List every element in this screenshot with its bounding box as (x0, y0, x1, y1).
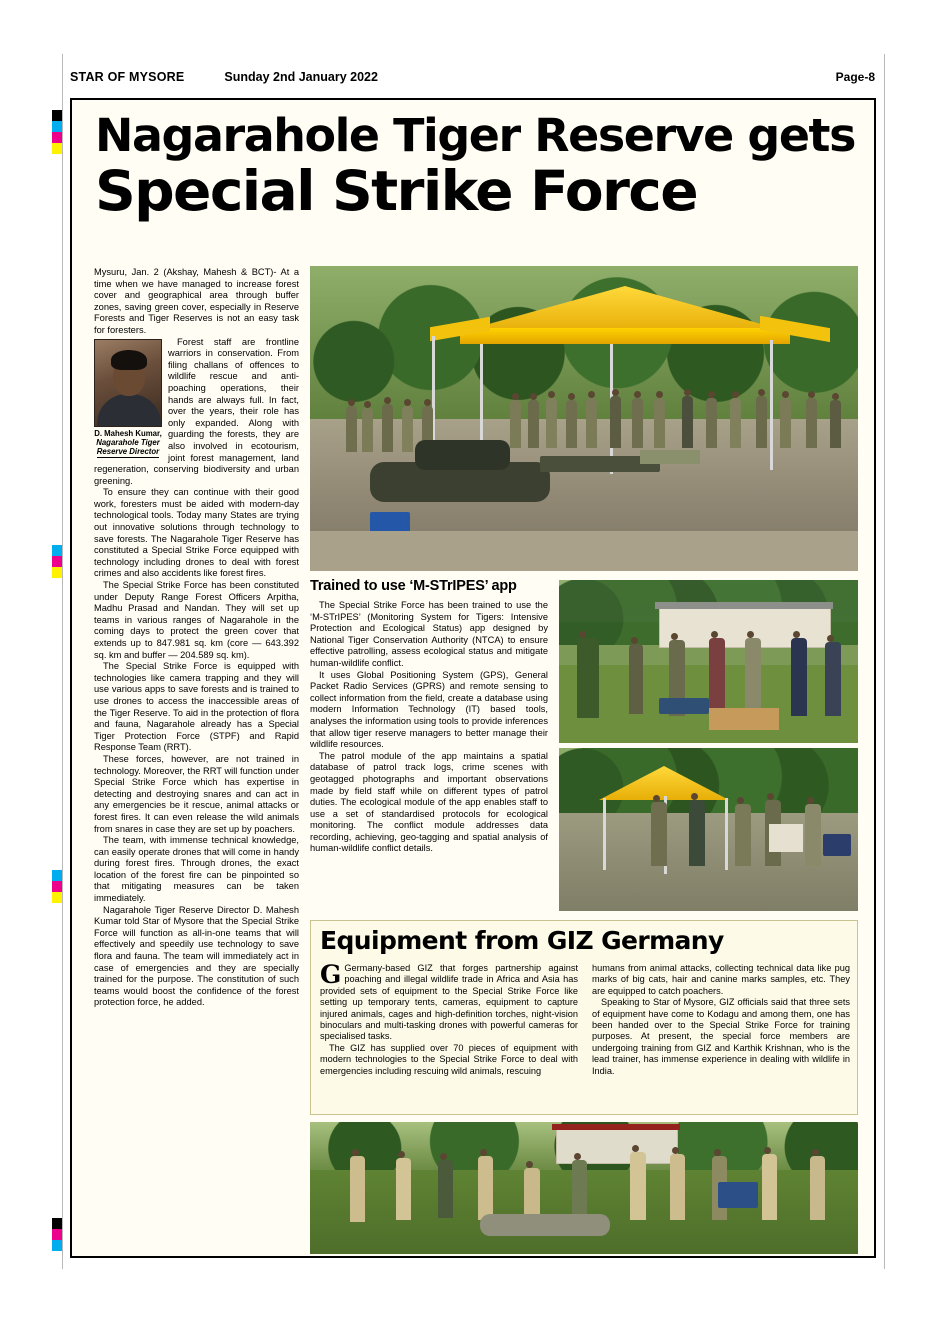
mstripes-paragraph: The patrol module of the app maintains a spatial database of patrol track logs, crime scenes with geotagged photographs and important observations made by field staff while on different types of patrol duties. The ecological module of the app enables staff to use a set of standardised protocols for ecological monitoring. The conflict module addresses data recording, achieving, geo-tagging and spatial analysis of human-wildlife conflict details. (310, 750, 548, 854)
giz-paragraph: The GIZ has supplied over 70 pieces of equipment with modern technologies to the Special Strike Force to deal with emergencies including rescuing wild animals, rescuing (320, 1042, 578, 1076)
page-title (95, 109, 855, 223)
paper-name: STAR OF MYSORE (70, 70, 185, 84)
giz-dropcap: G (320, 960, 342, 989)
registration-marks-bottom (52, 1218, 62, 1251)
bottom-photo (310, 1122, 858, 1254)
story-paragraph: The team, with immense technical knowledge, can easily operate drones that will come in handy during forest fires. Through drones, the exact location of the forest fire can be pinpointed so that mitigating measures can be taken immediately. (94, 835, 299, 904)
mstripes-heading: Trained to use ‘M-STrIPES’ app (310, 578, 517, 594)
giz-column-1 (320, 960, 578, 1077)
giz-paragraph: Speaking to Star of Mysore, GIZ officials said that three sets of equipment have come to Kodagu and among them, one has been handed over to the Special Strike Force for training purposes. At present, the special force members are undergoing training from GIZ and Karthik Krishnan, who is the lead trainer, has immense experience in dealing with wildlife in India. (592, 997, 850, 1076)
main-photo (310, 266, 858, 571)
giz-paragraph-text: Germany-based GIZ that forges partnership against poaching and illegal wildlife trade in Africa and Asia has provided sets of equipment to the Special Strike Force like setting up temporary tents, cameras, equipment to capture injured animals, cages and high-definition torches, night-vision binoculars and multi-tasking drones with powerful cameras for specialised tasks. (320, 963, 578, 1042)
giz-column-2 (592, 963, 850, 1077)
portrait-caption-name: D. Mahesh Kumar, (94, 428, 162, 438)
main-story-column (94, 267, 299, 1009)
registration-marks-top (52, 110, 62, 154)
story-paragraph: Forest staff are frontline warriors in conservation. From filing challans of offences to wildlife rescue and anti-poaching operations, their hands are always full. In fact, over the years, their role has only expanded. Along with guarding the forests, they are also involved in ecotourism, joint forest management, land regeneration, conserving biodiversity and urban greening. (94, 336, 299, 486)
mstripes-body (310, 600, 548, 855)
story-paragraph: Nagarahole Tiger Reserve Director D. Mahesh Kumar told Star of Mysore that the Special Strike Force will function as all-in-one teams that will effectively and speedily use technology to save flora and fauna. The team will immediately act in case of emergencies and they are specially trained for the purpose. The constitution of such teams would boost the confidence of the forest protection force, he added. (94, 904, 299, 1008)
mstripes-paragraph: The Special Strike Force has been trained to use the ‘M-STrIPES’ (Monitoring System for Tigers: Intensive Protection and Ecological Status) app designed by National Tiger Conservation Authority (NTCA) to ensure effective patrolling, assess ecological status and mitigate human-wildlife conflict. (310, 600, 548, 668)
portrait-caption-org: Nagarahole Tiger (96, 437, 160, 447)
story-paragraph: The Special Strike Force has been constituted under Deputy Range Forest Officers Arpitha, Madhu Prasad and Nandan. They will set up teams in various ranges of Nagarahole in the coming days to protect the green cover that extends up to 847.981 sq. km (core — 643.392 sq. km and buffer — 204.589 sq. km). (94, 580, 299, 660)
photo-equipment-handover (559, 580, 858, 743)
story-paragraph: These forces, however, are not trained in technology. Moreover, the RRT will function under Special Strike Force which has expertise in detecting and destroying snares and can act in any emergencies be it rescue, animal attacks or forest fires. It can even release the wild animals from snares in case they are set up by poachers. (94, 753, 299, 834)
photo-tent-assembly (559, 748, 858, 911)
headline-line-1: Nagarahole Tiger Reserve gets (95, 109, 855, 162)
story-paragraph: Mysuru, Jan. 2 (Akshay, Mahesh & BCT)- At a time when we have managed to increase forest cover and geographical area through buffer zones, saving green cover, especially in Reserve Forests and Tiger Reserves is not an easy task for foresters. (94, 267, 299, 335)
mstripes-paragraph: It uses Global Positioning System (GPS), General Packet Radio Services (GPRS) and remote sensing to collect information from the field, create a database using modern Information Technology (IT) based tools, analyses the information using tools to provide inferences that allow tiger reserve managers to better manage their wildlife resources. (310, 669, 548, 750)
story-paragraph: The Special Strike Force is equipped with technologies like camera trapping and they will use various apps to save forests and is trained to use drones to access the inaccessible areas of the Tiger Reserve. To aid in the protection of flora and fauna, Nagarahole already has a Special Tiger Protection Force (STPF) and Rapid Response Team (RRT). (94, 661, 299, 753)
headline-line-2: Special Strike Force (95, 159, 697, 223)
story-paragraph: To ensure they can continue with their good work, foresters must be aided with modern-day technological tools. Today many States are trying out innovative solutions through technology to save forests. The Nagarahole Tiger Reserve has constituted a Special Strike Force equipped with technology including drones to deal with forest crimes and also accidents like forest fires. (94, 487, 299, 579)
page-number: Page-8 (835, 70, 875, 84)
page-left-rule (62, 54, 63, 1269)
registration-marks-middle (52, 545, 62, 578)
registration-marks-lower (52, 870, 62, 903)
giz-paragraph (320, 960, 578, 1043)
giz-title: Equipment from GIZ Germany (320, 926, 724, 955)
portrait-caption-role: Reserve Director (97, 447, 159, 458)
portrait-figure (94, 339, 162, 459)
masthead (70, 70, 875, 92)
page-right-rule (884, 54, 885, 1269)
issue-date: Sunday 2nd January 2022 (224, 70, 378, 84)
giz-paragraph: humans from animal attacks, collecting technical data like pug marks of big cats, hair and canine marks samples, etc. They are equipped to catch poachers. (592, 963, 850, 996)
avatar (94, 339, 162, 427)
